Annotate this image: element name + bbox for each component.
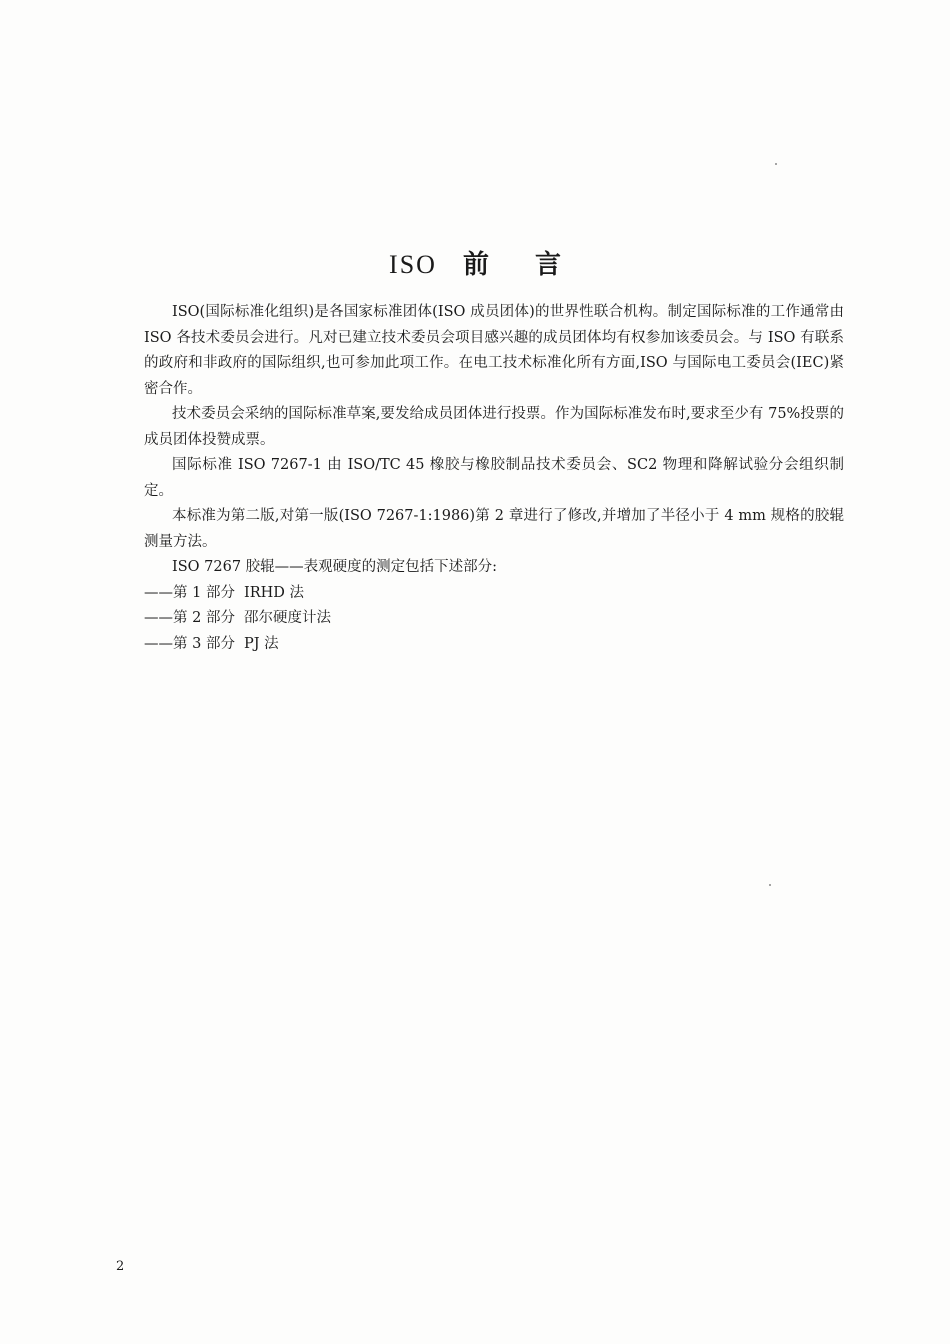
list-item-part: ——第 3 部分	[144, 635, 235, 652]
page-number: 2	[116, 1259, 125, 1274]
foreword-body	[144, 300, 844, 657]
list-item	[144, 632, 844, 658]
list-item-name: PJ 法	[244, 635, 279, 652]
paragraph: ISO(国际标准化组织)是各国家标准团体(ISO 成员团体)的世界性联合机构。制定国际标准的工作通常由 ISO 各技术委员会进行。凡对已建立技术委员会项目感兴趣的成员团体均有权参加该委员会。与 ISO 有联系的政府和非政府的国际组织,也可参加此项工作。在电工技术标准化所有方面,ISO 与国际电工委员会(IEC)紧密合作。	[144, 304, 844, 397]
list-item-name: IRHD 法	[244, 584, 305, 601]
title-prefix: ISO	[389, 250, 437, 279]
title-word: 前言	[462, 250, 607, 280]
scan-speck	[775, 163, 777, 165]
paragraph: 国际标准 ISO 7267-1 由 ISO/TC 45 橡胶与橡胶制品技术委员会、SC2 物理和降解试验分会组织制定。	[144, 457, 844, 499]
paragraph: 本标准为第二版,对第一版(ISO 7267-1:1986)第 2 章进行了修改,并增加了半径小于 4 mm 规格的胶辊测量方法。	[144, 508, 844, 550]
list-item-part: ——第 1 部分	[144, 584, 235, 601]
list-item-part: ——第 2 部分	[144, 610, 235, 626]
paragraph: 技术委员会采纳的国际标准草案,要发给成员团体进行投票。作为国际标准发布时,要求至少有 75%投票的成员团体投赞成票。	[144, 406, 844, 448]
list-item-name: 邵尔硬度计法	[244, 610, 331, 626]
list-intro: ISO 7267 胶辊——表观硬度的测定包括下述部分:	[172, 559, 498, 575]
list-item	[144, 606, 844, 632]
scan-speck	[769, 884, 771, 886]
page-title	[0, 244, 950, 281]
list-item	[144, 581, 844, 607]
